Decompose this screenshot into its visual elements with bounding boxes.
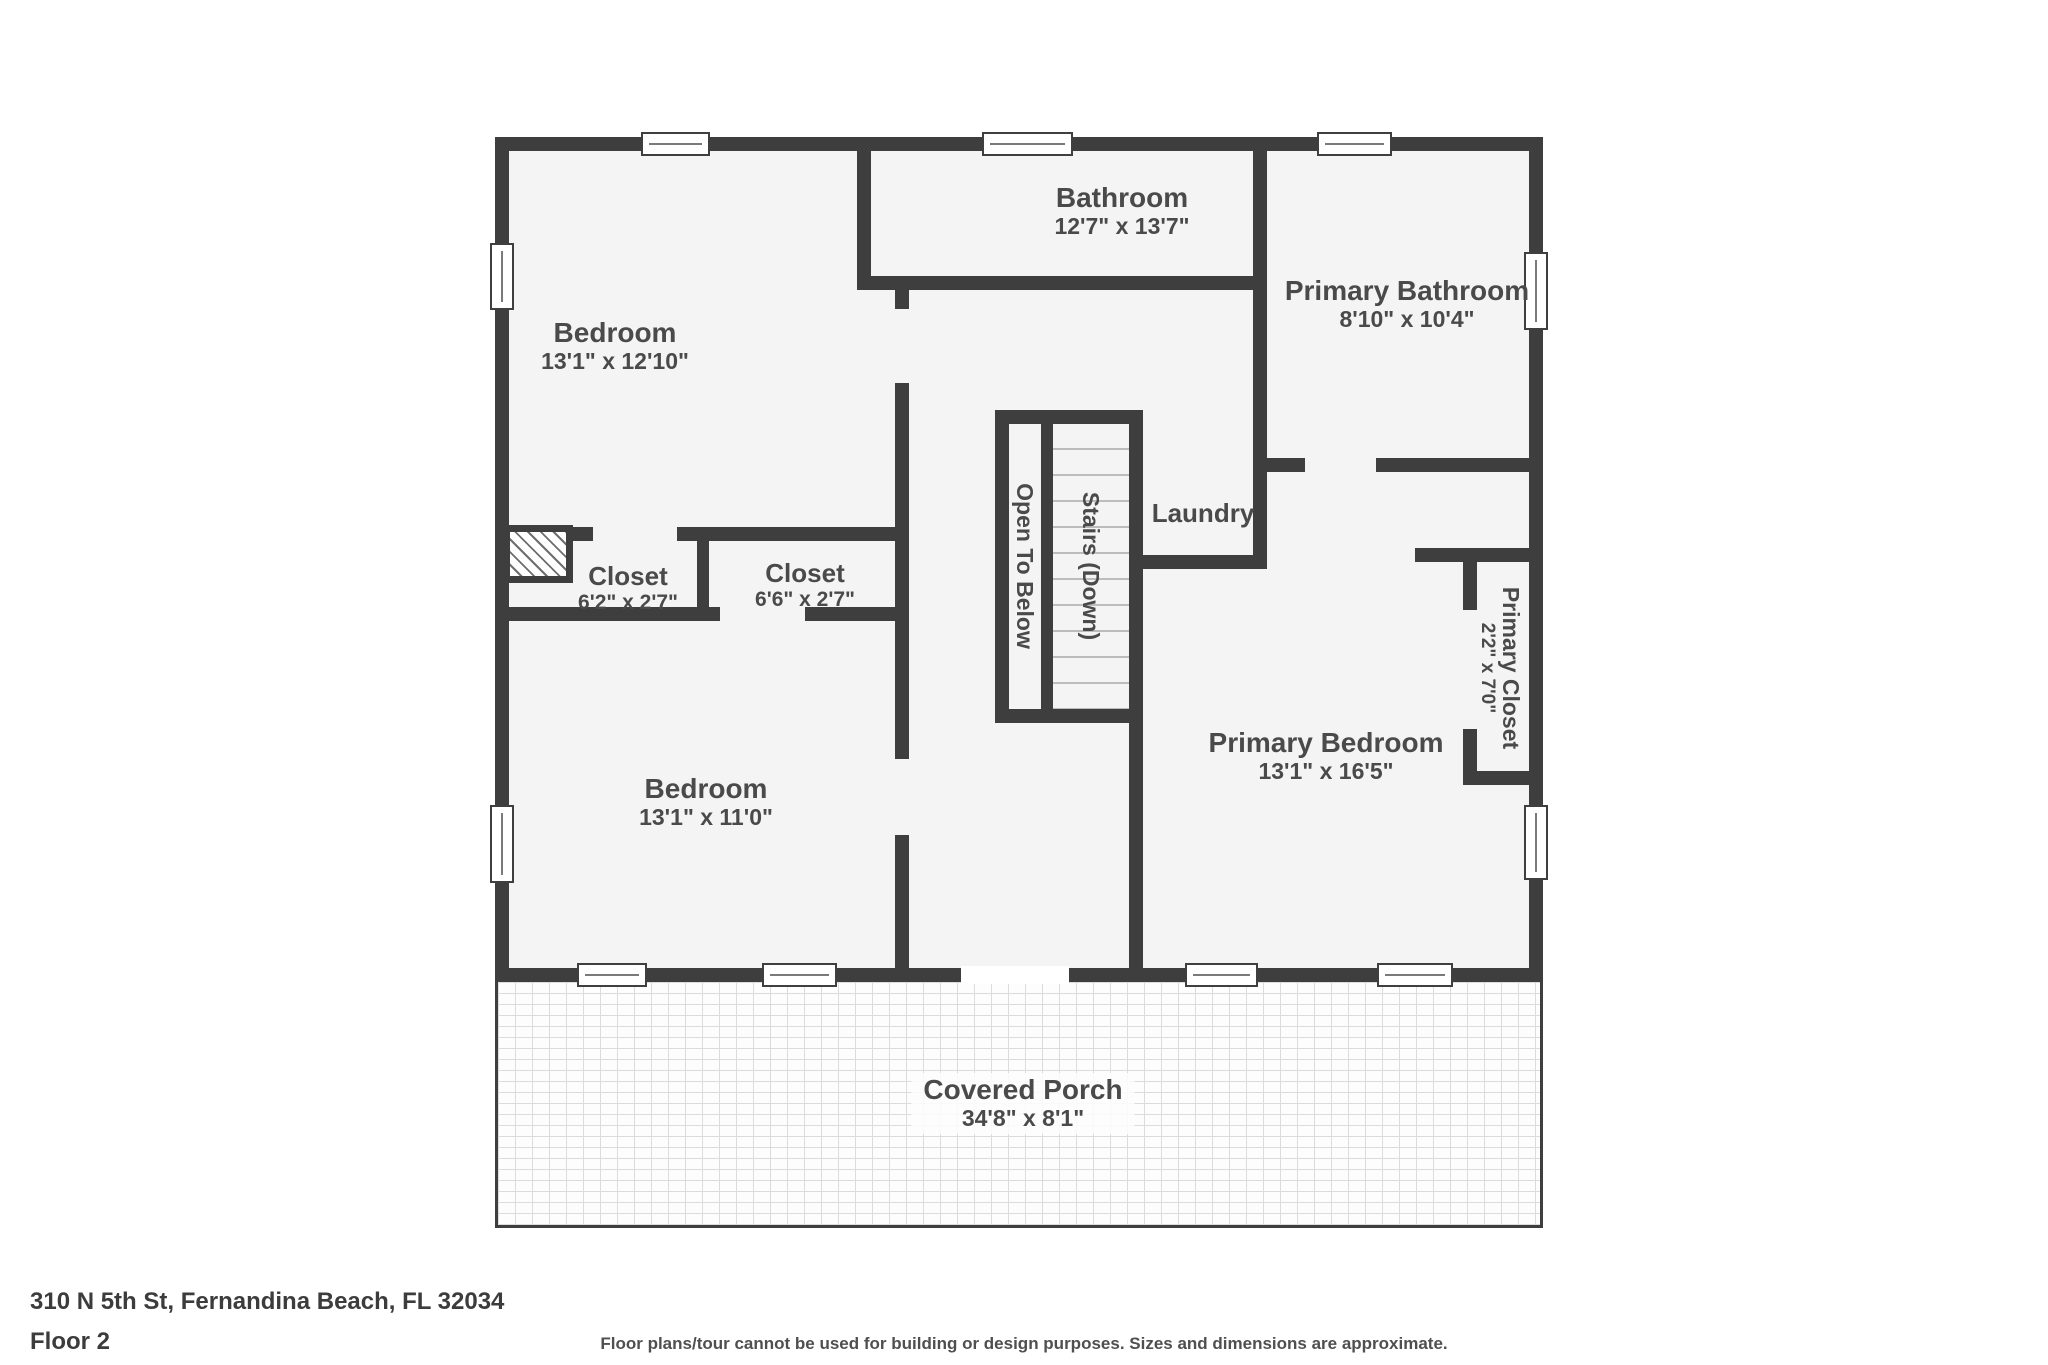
wall-openbelow-left: [995, 410, 1009, 723]
wall-primarycloset-bottom: [1463, 771, 1529, 785]
room-name: Bedroom: [553, 317, 677, 348]
wall-bathroom-bottom: [857, 276, 1267, 290]
chimney-hatch: [503, 525, 573, 583]
room-label-closet-left: [578, 562, 678, 615]
room-name: Bedroom: [644, 773, 768, 804]
window: [577, 963, 647, 987]
room-name: Primary Bedroom: [1208, 727, 1444, 758]
room-name: Primary Closet: [1498, 586, 1524, 750]
room-label-stairs: [1078, 492, 1104, 640]
window: [982, 132, 1073, 156]
window-mullion: [1535, 260, 1537, 322]
room-name: Laundry: [1151, 498, 1255, 528]
window: [762, 963, 837, 987]
wall-laundry-bottom: [1129, 555, 1267, 569]
wall-stairs-top: [995, 410, 1143, 424]
room-label-laundry: [1152, 499, 1255, 527]
wall-hall-left-c: [895, 835, 909, 968]
window-mullion: [1535, 813, 1537, 872]
room-dimensions: 6'2" x 2'7": [578, 591, 678, 614]
room-label-bedroom-1: [541, 318, 689, 375]
window: [1185, 963, 1258, 987]
wall-closet-divider: [697, 539, 709, 609]
room-dimensions: 34'8" x 8'1": [961, 1105, 1085, 1131]
room-name: Primary Bathroom: [1284, 275, 1530, 306]
room-label-primary-bathroom: [1285, 276, 1529, 333]
room-dimensions: 6'6" x 2'7": [755, 588, 855, 611]
window: [1317, 132, 1392, 156]
property-address: 310 N 5th St, Fernandina Beach, FL 32034: [30, 1288, 505, 1315]
room-dimensions: 12'7" x 13'7": [1054, 213, 1190, 239]
room-name: Stairs (Down): [1078, 491, 1104, 641]
window-mullion: [1193, 974, 1250, 976]
window-mullion: [501, 251, 503, 302]
room-name: Bathroom: [1055, 182, 1189, 213]
room-dimensions: 2'2" x 7'0": [1477, 622, 1498, 714]
window-mullion: [1325, 143, 1384, 145]
room-label-bathroom: [1054, 183, 1189, 240]
window: [490, 805, 514, 883]
wall-primarybath-bottom-a: [1267, 458, 1305, 472]
room-name: Open To Below: [1012, 483, 1038, 649]
window-mullion: [1385, 974, 1445, 976]
room-name: Covered Porch: [923, 1074, 1123, 1105]
room-dimensions: 13'1" x 12'10": [541, 348, 689, 374]
room-label-primary-bedroom: [1209, 728, 1444, 785]
window: [1377, 963, 1453, 987]
floor-label: Floor 2: [30, 1328, 111, 1355]
window: [641, 132, 710, 156]
wall-openbelow-stairs-divider: [1041, 420, 1053, 713]
room-label-open-to-below: [1012, 483, 1038, 649]
window-mullion: [770, 974, 829, 976]
wall-primarycloset-left-a: [1463, 548, 1477, 610]
window: [1524, 805, 1548, 880]
room-label-bedroom-2: [639, 774, 773, 831]
room-label-primary-closet: [1476, 587, 1524, 749]
room-label-closet-right: [755, 559, 855, 612]
door-opening-porch: [961, 966, 1069, 984]
room-dimensions: 8'10" x 10'4": [1339, 306, 1475, 332]
wall-bedroom1-bathroom: [857, 151, 871, 290]
room-label-covered-porch: [911, 1073, 1134, 1134]
window-mullion: [501, 813, 503, 875]
room-name: Closet: [588, 561, 668, 591]
wall-hall-left-b: [895, 383, 909, 759]
wall-hall-left-a: [895, 276, 909, 309]
wall-closet-top-b: [677, 527, 909, 541]
room-dimensions: 13'1" x 11'0": [639, 804, 773, 830]
wall-primarybath-bottom-b: [1376, 458, 1529, 472]
disclaimer-text: Floor plans/tour cannot be used for building or design purposes. Sizes and dimensions are approximate.: [600, 1334, 1448, 1353]
window-mullion: [649, 143, 702, 145]
window-mullion: [585, 974, 639, 976]
room-dimensions: 13'1" x 16'5": [1258, 758, 1394, 784]
window-mullion: [990, 143, 1065, 145]
wall-bath-primarybath-divider: [1253, 151, 1267, 568]
wall-stairs-bottom: [995, 709, 1143, 723]
window: [490, 243, 514, 310]
room-name: Closet: [765, 558, 845, 588]
wall-stairs-right: [1129, 410, 1143, 968]
